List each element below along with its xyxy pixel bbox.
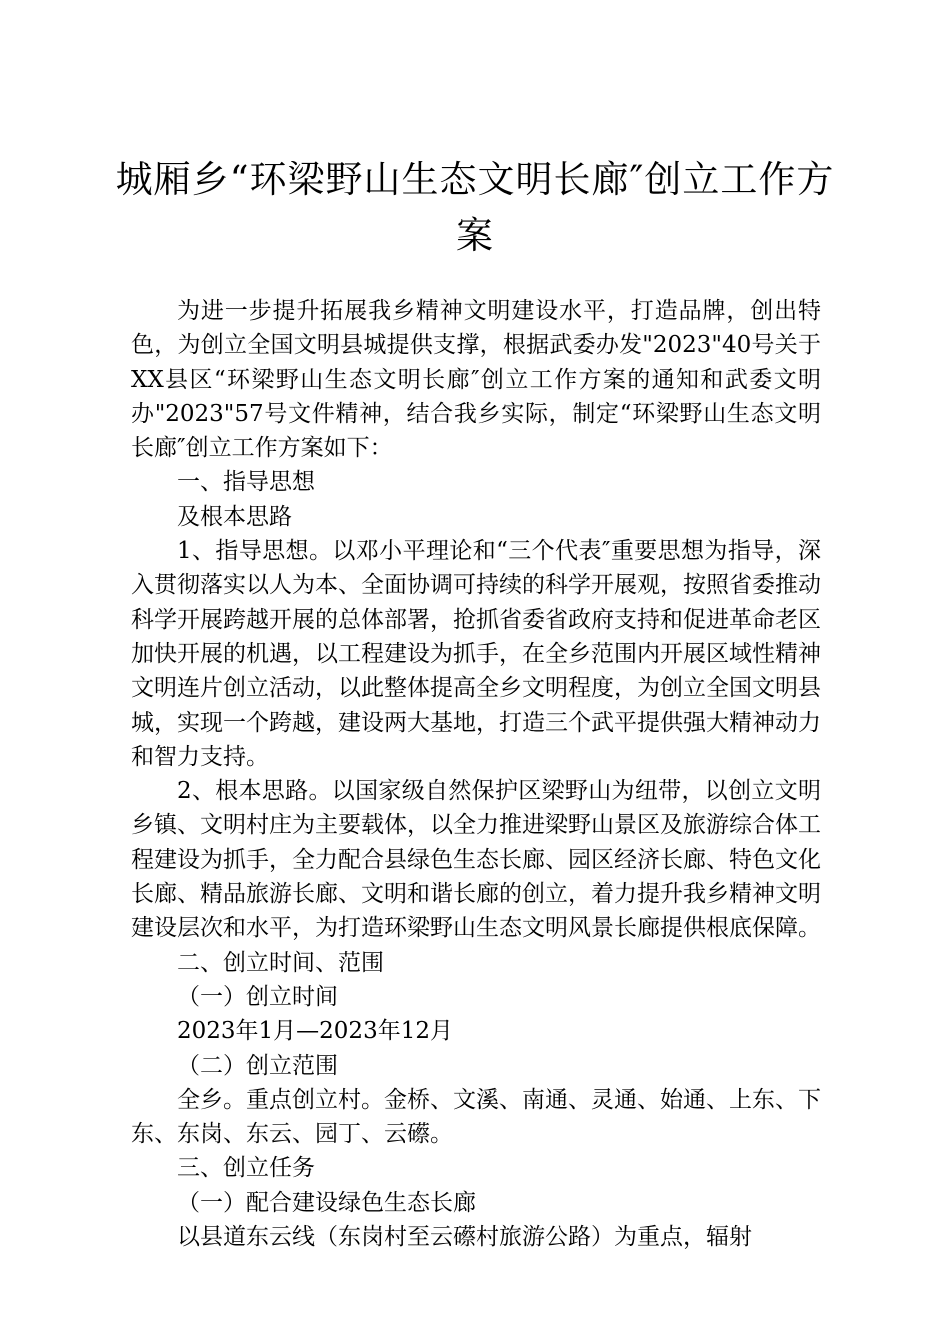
section-heading-time-scope: 二、创立时间、范围 [177, 949, 384, 976]
green-corridor-paragraph: 以县道东云线（东岗村至云礤村旅游公路）为重点，辐射 [177, 1224, 752, 1251]
section-heading-basic-approach: 及根本思路 [177, 503, 292, 530]
scope-paragraph: 全乡。重点创立村。金桥、文溪、南通、灵通、始通、上东、下东、东岗、东云、园丁、云礤。 [131, 1086, 821, 1148]
subheading-time: （一）创立时间 [177, 983, 338, 1010]
section-heading-guiding-thought: 一、指导思想 [177, 469, 315, 496]
section-heading-tasks: 三、创立任务 [177, 1155, 315, 1182]
basic-approach-paragraph: 2、根本思路。以国家级自然保护区梁野山为纽带，以创立文明乡镇、文明村庄为主要载体，以全力推进梁野山景区及旅游综合体工程建设为抓手，全力配合县绿色生态长廊、园区经济长廊、特色文化长廊、精品旅游长廊、文明和谐长廊的创立，着力提升我乡精神文明建设层次和水平，为打造环梁野山生态文明风景长廊提供根底保障。 [131, 778, 821, 942]
subheading-green-corridor: （一）配合建设绿色生态长廊 [177, 1189, 476, 1216]
intro-paragraph: 为进一步提升拓展我乡精神文明建设水平，打造品牌，创出特色，为创立全国文明县城提供支撑，根据武委办发"2023"40号关于XX县区“环梁野山生态文明长廊″创立工作方案的通知和武委文明办"2023"57号文件精神，结合我乡实际，制定“环梁野山生态文明长廊″创立工作方案如下： [131, 298, 821, 462]
document-title: 城厢乡“环梁野山生态文明长廊″创立工作方案 [115, 158, 835, 257]
subheading-scope: （二）创立范围 [177, 1052, 338, 1079]
guiding-thought-paragraph: 1、指导思想。以邓小平理论和“三个代表″重要思想为指导，深入贯彻落实以人为本、全面协调可持续的科学开展观，按照省委推动科学开展跨越开展的总体部署，抢抓省委省政府支持和促进革命老区加快开展的机遇，以工程建设为抓手，在全乡范围内开展区域性精神文明连片创立活动，以此整体提高全乡文明程度，为创立全国文明县城，实现一个跨越，建设两大基地，打造三个武平提供强大精神动力和智力支持。 [131, 538, 821, 770]
document-body [131, 294, 821, 1254]
time-range-text: 2023年1月—2023年12月 [177, 1018, 453, 1045]
